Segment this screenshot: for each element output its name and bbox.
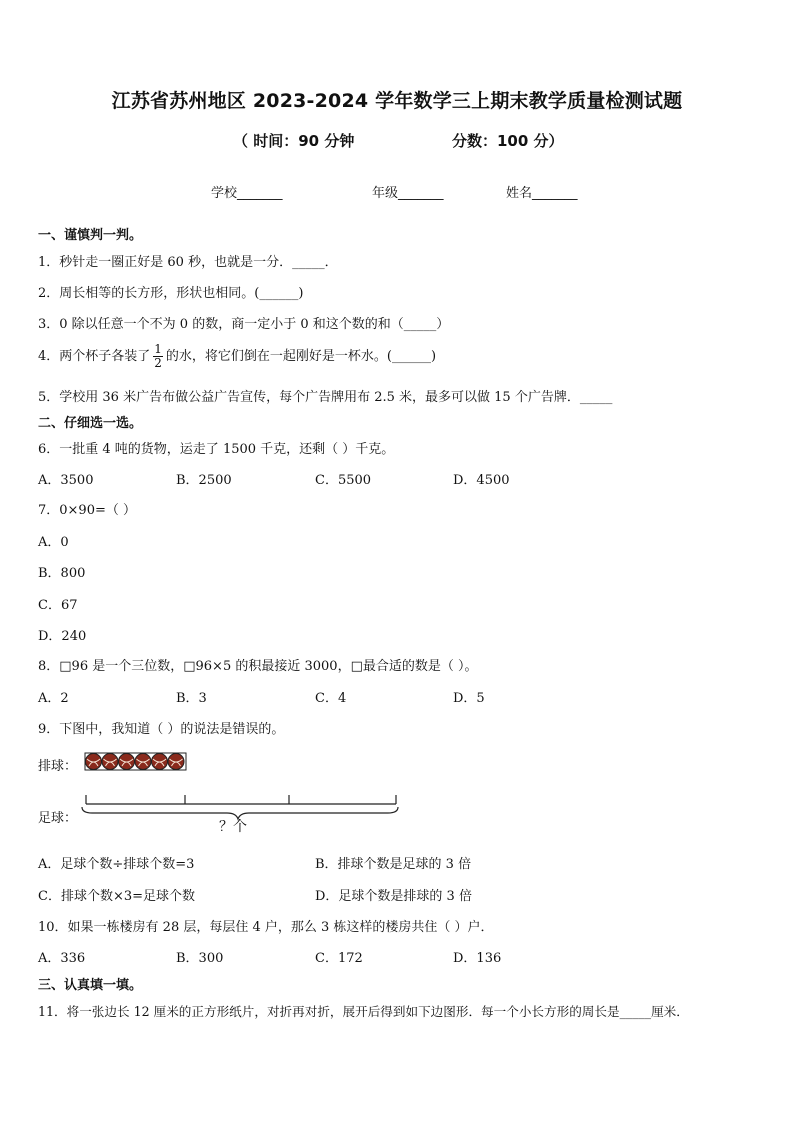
question-10: 10．如果一栋楼房有 28 层，每层住 4 户，那么 3 栋这样的楼房共住（ ）户．	[38, 920, 494, 935]
volleyball-label: 排球：	[38, 759, 78, 774]
volleyball-row	[84, 751, 188, 773]
q7-option-d[interactable]: D．240	[38, 629, 87, 644]
page-title: 江苏省苏州地区 2023-2024 学年数学三上期末教学质量检测试题	[111, 90, 683, 112]
question-2: 2．周长相等的长方形，形状也相同。(______)	[38, 286, 304, 301]
q10-option-a[interactable]: A．336	[38, 951, 86, 966]
question-6: 6．一批重 4 吨的货物，运走了 1500 千克，还剩（ ）千克。	[38, 442, 395, 457]
time-limit: （ 时间：90 分钟	[233, 132, 355, 150]
volleyball-icon	[86, 754, 102, 770]
q10-option-b[interactable]: B．300	[176, 951, 224, 966]
question-8: 8．□96 是一个三位数，□96×5 的积最接近 3000，□最合适的数是（ ）。	[38, 659, 478, 674]
q8-option-d[interactable]: D．5	[453, 691, 485, 706]
question-11: 11．将一张边长 12 厘米的正方形纸片，对折再对折，展开后得到如下边图形．每一个小长方形的周长是_____厘米．	[38, 1004, 689, 1019]
question-4	[38, 343, 436, 370]
section-3-heading: 三、认真填一填。	[38, 978, 143, 993]
volleyball-icon	[152, 754, 168, 770]
section-2-heading: 二、仔细选一选。	[38, 416, 143, 431]
q9-option-d[interactable]: D．足球个数是排球的 3 倍	[315, 889, 472, 904]
fraction-denominator: 2	[154, 356, 162, 370]
q9-option-b[interactable]: B．排球个数是足球的 3 倍	[315, 857, 472, 872]
question-1: 1．秒针走一圈正好是 60 秒，也就是一分．_____．	[38, 255, 338, 270]
q6-option-b[interactable]: B．2500	[176, 473, 232, 488]
q8-option-c[interactable]: C．4	[315, 691, 347, 706]
q7-option-c[interactable]: C．67	[38, 598, 78, 613]
volleyball-icon	[135, 754, 151, 770]
q10-option-d[interactable]: D．136	[453, 951, 502, 966]
q8-option-b[interactable]: B．3	[176, 691, 207, 706]
football-label: 足球：	[38, 811, 78, 826]
half-fraction	[153, 343, 163, 370]
q8-option-a[interactable]: A．2	[38, 691, 69, 706]
q6-option-a[interactable]: A．3500	[38, 473, 94, 488]
q10-option-c[interactable]: C．172	[315, 951, 363, 966]
q7-option-a[interactable]: A．0	[38, 535, 69, 550]
school-field[interactable]: 学校_______	[211, 186, 283, 201]
brace-label: ？个	[219, 819, 247, 835]
q9-option-c[interactable]: C．排球个数×3=足球个数	[38, 889, 196, 904]
q7-option-b[interactable]: B．800	[38, 566, 86, 581]
total-score: 分数：100 分）	[452, 132, 564, 150]
fraction-numerator: 1	[154, 342, 162, 356]
volleyball-icon	[102, 754, 118, 770]
section-1-heading: 一、谨慎判一判。	[38, 228, 143, 243]
q6-option-d[interactable]: D．4500	[453, 473, 510, 488]
question-3: 3．0 除以任意一个不为 0 的数，商一定小于 0 和这个数的和（_____）	[38, 317, 450, 332]
q9-option-a[interactable]: A．足球个数÷排球个数=3	[38, 857, 195, 872]
volleyball-icon	[168, 754, 184, 770]
question-4-text-start: 4．两个杯子各装了	[38, 349, 151, 364]
question-4-text-end: 的水，将它们倒在一起刚好是一杯水。(______)	[165, 349, 437, 364]
question-7: 7．0×90=（ ）	[38, 503, 137, 518]
question-5: 5．学校用 36 米广告布做公益广告宣传，每个广告牌用布 2.5 米，最多可以做 15 个广告牌．_____	[38, 390, 613, 405]
question-9: 9．下图中，我知道（ ）的说法是错误的。	[38, 722, 285, 737]
q6-option-c[interactable]: C．5500	[315, 473, 372, 488]
volleyball-icon	[119, 754, 135, 770]
name-field[interactable]: 姓名_______	[506, 186, 578, 201]
grade-field[interactable]: 年级_______	[372, 186, 444, 201]
